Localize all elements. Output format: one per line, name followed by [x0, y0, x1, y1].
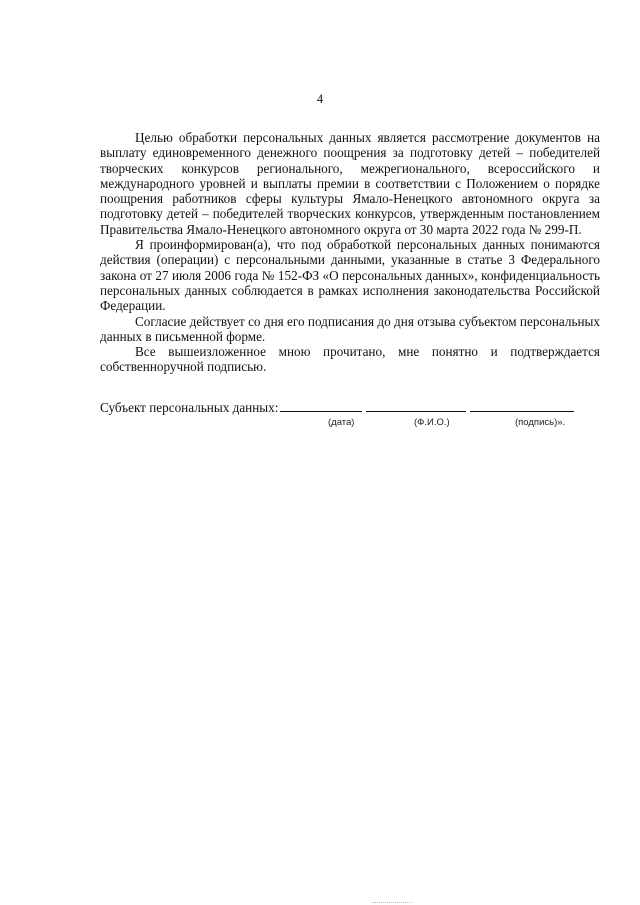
signature-blank-line [470, 399, 574, 412]
signature-label: Субъект персональных данных: [100, 400, 279, 415]
date-caption: (дата) [328, 417, 355, 428]
paragraph-confirmation: Все вышеизложенное мною прочитано, мне понятно и подтверждается собственноручной подписью. [100, 344, 600, 375]
fio-blank-line [366, 399, 466, 412]
date-blank-line [280, 399, 362, 412]
paragraph-informed: Я проинформирован(а), что под обработкой персональных данных понимаются действия (операции) с персональными данными, указанные в статье 3 Федерального закона от 27 июля 2006 года № 152-ФЗ «О персональных данных», конфиденциальность персональных данных соблюдается в рамках исполнения законодательства Российской Федерации. [100, 237, 600, 314]
signature-caption: (подпись)». [515, 417, 566, 428]
page-number: 4 [316, 92, 324, 106]
fio-caption: (Ф.И.О.) [414, 417, 450, 428]
scan-artifact-line [372, 902, 412, 903]
signature-block [100, 399, 600, 415]
paragraph-validity: Согласие действует со дня его подписания до дня отзыва субъектом персональных данных в письменной форме. [100, 313, 600, 344]
paragraph-purpose: Целью обработки персональных данных является рассмотрение документов на выплату единовременного денежного поощрения за подготовку детей – победителей творческих конкурсов регионального, межрегионального, всероссийского и международного уровней и выплаты премии в соответствии с Положением о порядке поощрения работников сферы культуры Ямало-Ненецкого автономного округа за подготовку детей – победителей творческих конкурсов, утвержденным постановлением Правительства Ямало-Ненецкого автономного округа от 30 марта 2022 года № 299-П. [100, 130, 600, 237]
document-body [100, 130, 600, 375]
